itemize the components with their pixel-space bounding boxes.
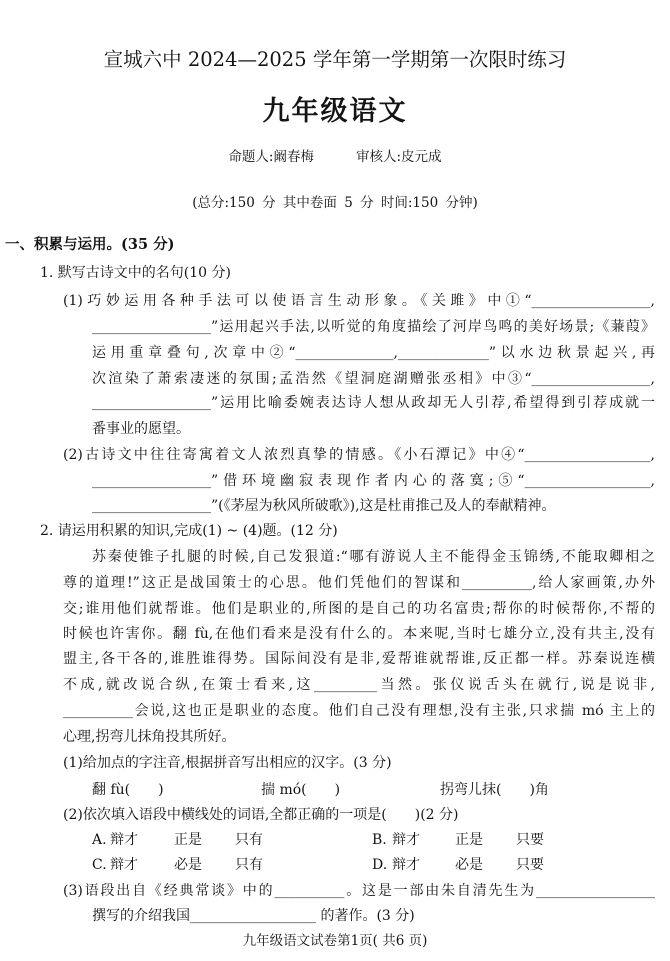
option-word: 辩才 bbox=[110, 857, 138, 873]
q2-sub3-line: 撰写的介绍我国__________________ 的著作。(3 分) bbox=[92, 908, 415, 924]
q2-sub3-line: (3)语段出自《经典常谈》中的__________。这是一部由朱自清先生为_________________ bbox=[63, 883, 655, 899]
option-word: 只要 bbox=[516, 857, 544, 873]
option-word: 正是 bbox=[174, 832, 202, 848]
exam-title: 宣城六中 2024—2025 学年第一学期第一次限时练习 bbox=[103, 48, 567, 71]
option-word: 只要 bbox=[516, 832, 544, 848]
q2-passage-line: __________会说,这也正是职业的态度。他们自己没有理想,没有主张,只求揣 mó 主上的 bbox=[63, 703, 655, 719]
option-word: 必是 bbox=[174, 857, 202, 873]
q1-part1-line: 番事业的愿望。 bbox=[92, 421, 190, 437]
q1-part1-line: 运用重章叠句,次章中②“______________,_____________”以水边秋景起兴,再 bbox=[92, 345, 655, 361]
subject-title: 九年级语文 bbox=[262, 96, 408, 127]
q2-passage-line: 盟主,各干各的,谁胜谁得势。国际间没有是非,爱帮谁就帮谁,反正都一样。苏秦说连横 bbox=[63, 651, 655, 667]
option-word: 只有 bbox=[235, 832, 263, 848]
exam-info: (总分:150 分 其中卷面 5 分 时间:150 分钟) bbox=[192, 195, 478, 211]
q2-passage-line: 心理,拐弯儿抹角投其所好。 bbox=[63, 729, 236, 745]
option-label: B. bbox=[372, 832, 387, 848]
q2-passage-line: 交;谁用他们就帮谁。他们是职业的,所图的是自己的功名富贵;帮你的时候帮你,不帮的 bbox=[63, 601, 655, 617]
option-label: D. bbox=[372, 857, 388, 873]
credits-line bbox=[0, 148, 670, 166]
q2-passage-line: 不成,就改说合纵,在策士看来,这_________当然。张仪说舌头在就行,说是说非, bbox=[63, 677, 655, 693]
q1-part1-line: _________________”运用比喻委婉表达诗人想从政却无人引荐,希望得到引荐成就一 bbox=[92, 395, 655, 411]
author-credit: 命题人:阚春梅 bbox=[228, 149, 314, 165]
q2-passage-line: 苏秦使锥子扎腿的时候,自己发狠道:“哪有游说人主不能得金玉锦绣,不能取卿相之 bbox=[92, 549, 655, 565]
q1-part2-line: (2)古诗文中往往寄寓着文人浓烈真挚的情感。《小石潭记》中④“__________________, bbox=[63, 447, 655, 463]
q2-title: 2. 请运用积累的知识,完成(1) ~ (4)题。(12 分) bbox=[40, 523, 338, 539]
q1-title: 1. 默写古诗文中的名句(10 分) bbox=[40, 265, 231, 281]
q1-part1-line: (1)巧妙运用各种手法可以使语言生动形象。《关雎》中①“_________________, bbox=[63, 293, 655, 309]
q1-part1-line: 次渲染了萧索凄迷的氛围;孟浩然《望洞庭湖赠张丞相》中③“_________________, bbox=[92, 371, 655, 387]
q1-part2-line: _________________”(《茅屋为秋风所破歌》),这是杜甫推己及人的奉献精神。 bbox=[92, 498, 556, 514]
pinyin-item: 揣 mó( ) bbox=[261, 782, 341, 798]
option-word: 正是 bbox=[455, 832, 483, 848]
option-label: C. bbox=[92, 857, 107, 873]
options-row bbox=[0, 830, 670, 850]
section-heading: 一、积累与运用。(35 分) bbox=[5, 236, 175, 253]
q2-passage-line: 时候也许害你。翻 fù,在他们看来是没有什么的。本来呢,当时七雄分立,没有共主,没有 bbox=[63, 626, 655, 642]
reviewer-credit: 审核人:皮元成 bbox=[356, 149, 442, 165]
page-footer: 九年级语文试卷第1页( 共6 页) bbox=[242, 933, 428, 949]
option-word: 辩才 bbox=[392, 832, 420, 848]
q2-sub1-prompt: (1)给加点的字注音,根据拼音写出相应的汉字。(3 分) bbox=[63, 755, 392, 771]
q2-sub1-items bbox=[0, 780, 670, 800]
options-row bbox=[0, 855, 670, 875]
pinyin-item: 拐弯儿抹( )角 bbox=[440, 782, 549, 798]
option-word: 必是 bbox=[455, 857, 483, 873]
q1-part1-line: _________________”运用起兴手法,以听觉的角度描绘了河岸鸟鸣的美好场景;《蒹葭》 bbox=[92, 319, 655, 335]
q1-part2-line: _________________”借环境幽寂表现作者内心的落寞;⑤“__________________, bbox=[92, 473, 655, 489]
option-label: A. bbox=[92, 832, 107, 848]
q2-passage-line: 尊的道理!”这正是战国策士的心思。他们凭他们的智谋和__________,给人家画策,办外 bbox=[63, 575, 655, 591]
option-word: 辩才 bbox=[392, 857, 420, 873]
q2-sub2-prompt: (2)依次填入语段中横线处的词语,全都正确的一项是( )(2 分) bbox=[63, 807, 459, 823]
option-word: 只有 bbox=[235, 857, 263, 873]
option-word: 辩才 bbox=[110, 832, 138, 848]
pinyin-item: 翻 fù( ) bbox=[92, 782, 164, 798]
